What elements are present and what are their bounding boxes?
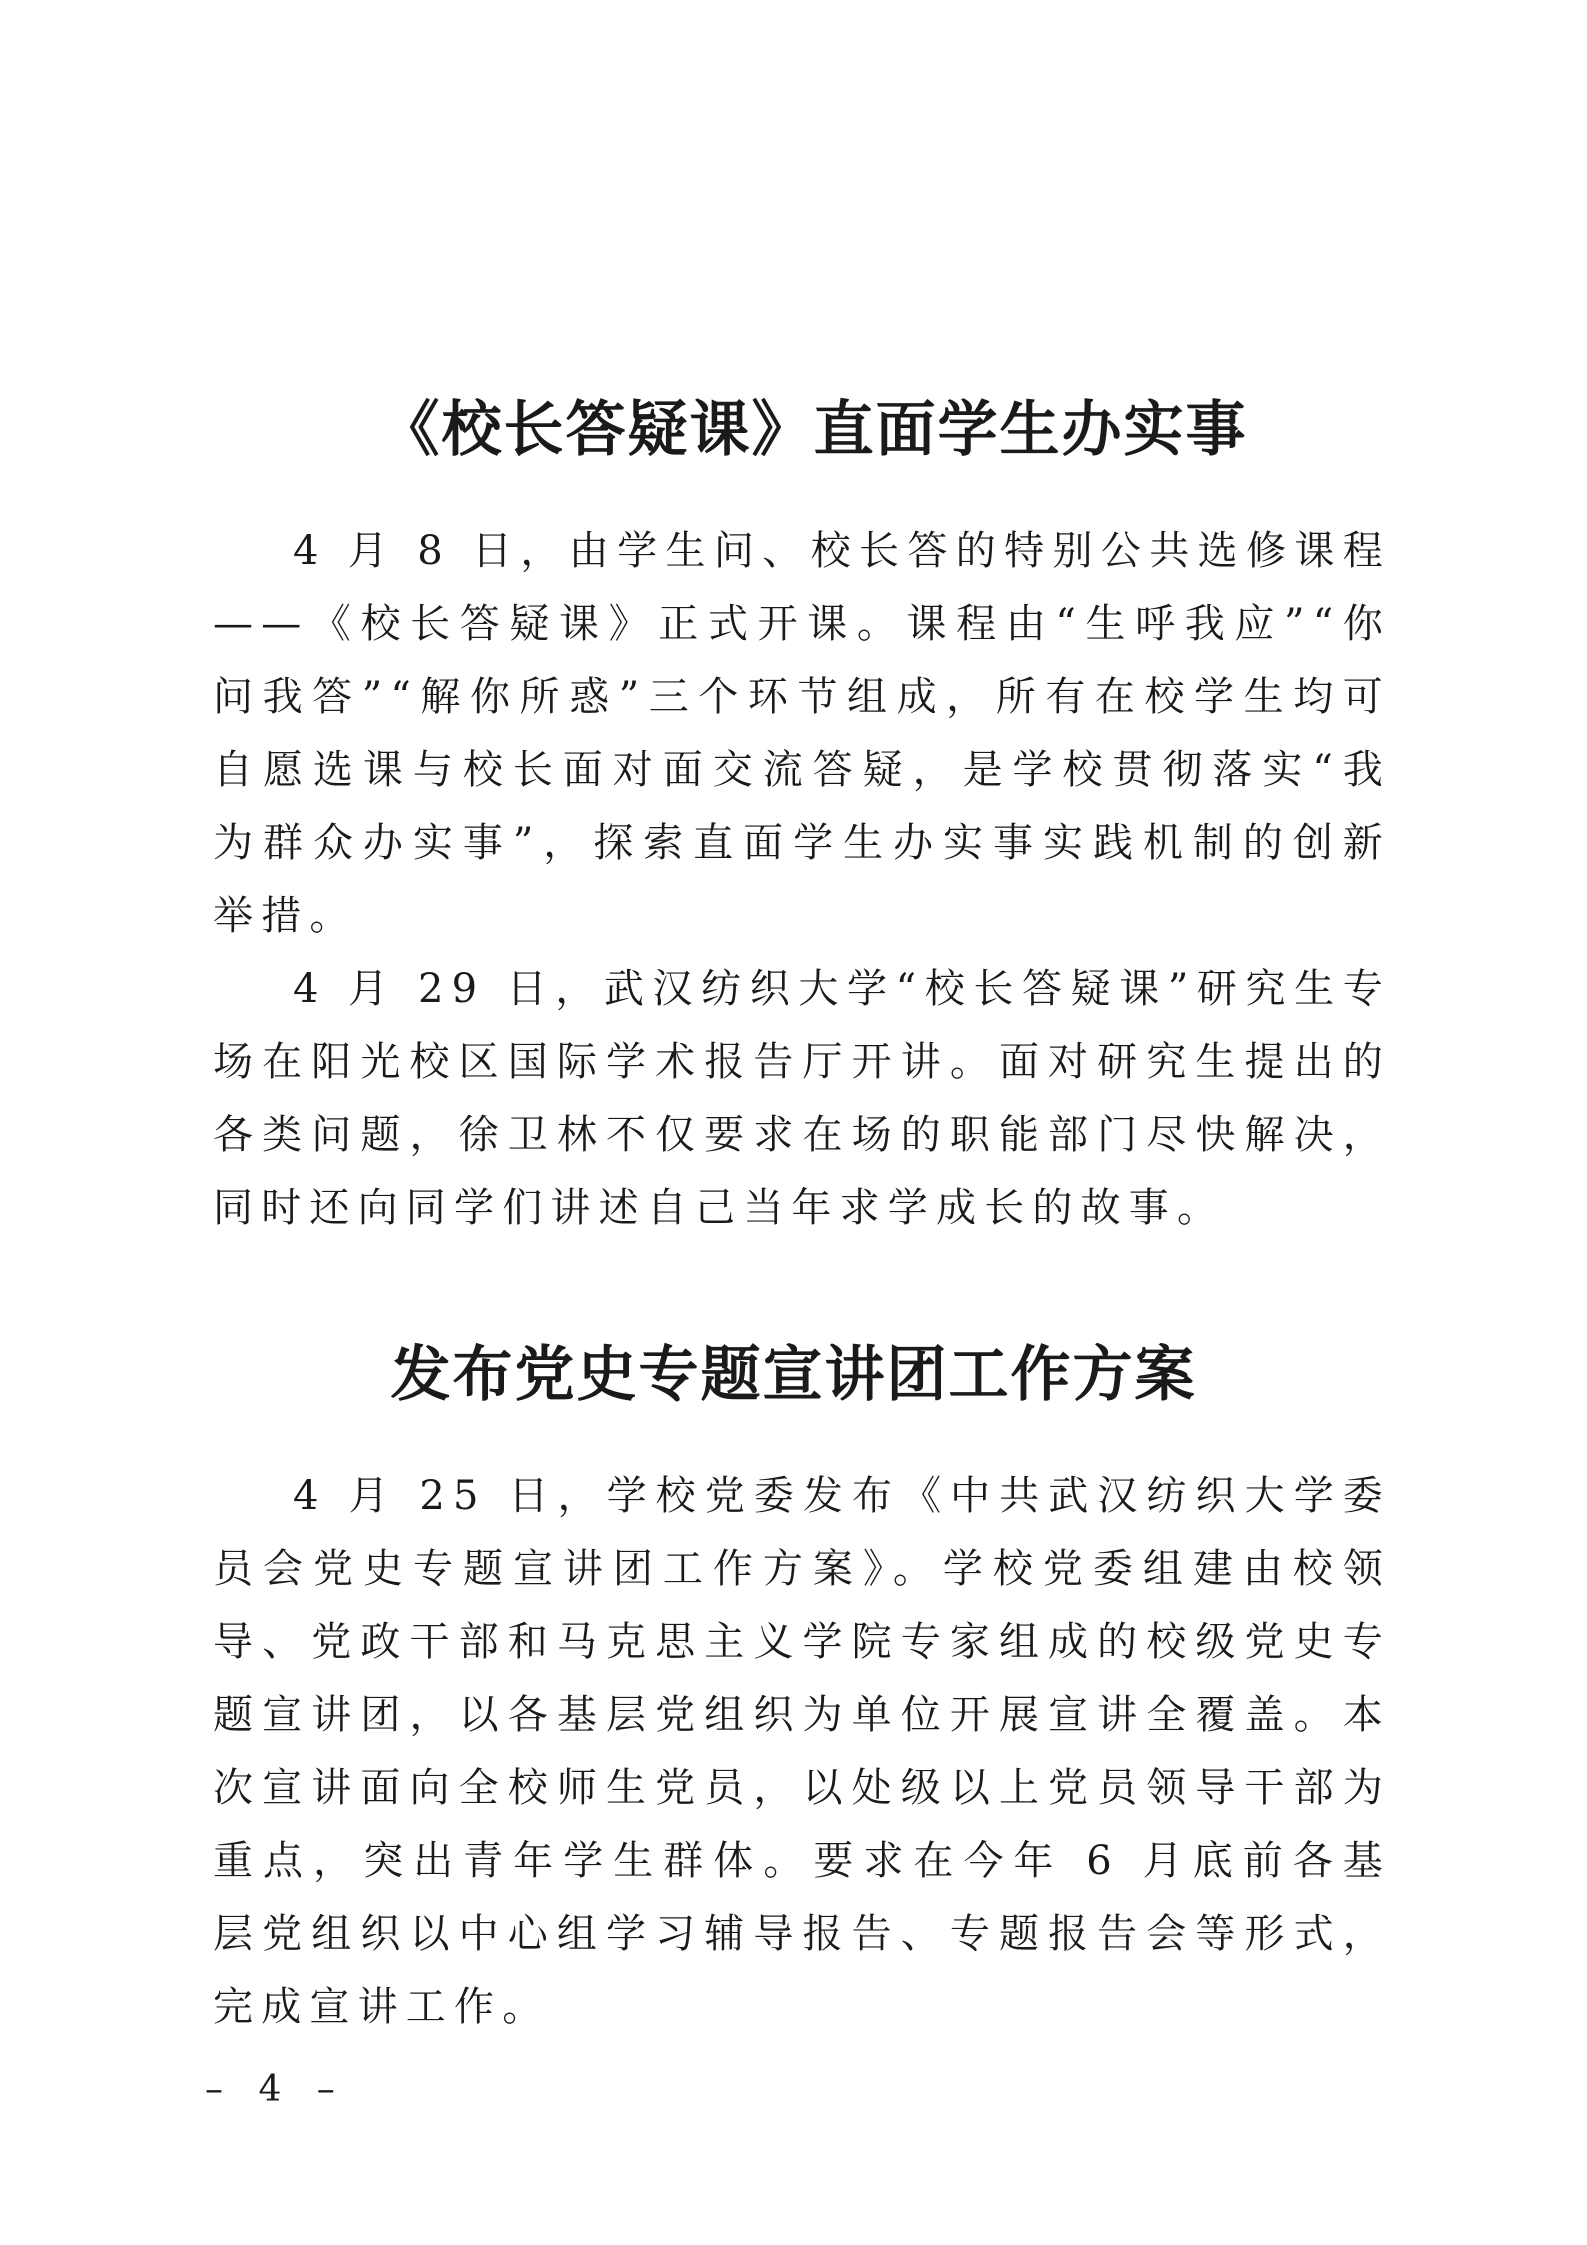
article-body: [213, 1460, 1391, 2044]
article-paragraph: 4 月 25 日，学校党委发布《中共武汉纺织大学委员会党史专题宣讲团工作方案》。学校党委组建由校领导、党政干部和马克思主义学院专家组成的校级党史专题宣讲团，以各基层党组织为单位开展宣讲全覆盖。本次宣讲面向全校师生党员，以处级以上党员领导干部为重点，突出青年学生群体。要求在今年 6 月底前各基层党组织以中心组学习辅导报告、专题报告会等形式，完成宣讲工作。: [213, 1473, 1391, 2030]
article-paragraph: 4 月 8 日，由学生问、校长答的特别公共选修课程——《校长答疑课》正式开课。课程由“生呼我应”“你问我答”“解你所惑”三个环节组成，所有在校学生均可自愿选课与校长面对面交流答疑，是学校贯彻落实“我为群众办实事”，探索直面学生办实事实践机制的创新举措。: [213, 528, 1391, 939]
article-paragraph: 4 月 29 日，武汉纺织大学“校长答疑课”研究生专场在阳光校区国际学术报告厅开讲。面对研究生提出的各类问题，徐卫林不仅要求在场的职能部门尽快解决，同时还向同学们讲述自己当年求学成长的故事。: [213, 966, 1391, 1231]
article-body: [213, 515, 1391, 1245]
article-title: 《校长答疑课》直面学生办实事: [379, 395, 1248, 465]
article-title: 发布党史专题宣讲团工作方案: [390, 1340, 1197, 1410]
page-number: – 4 –: [205, 2069, 347, 2110]
article-party-history-lecture-plan: [0, 1330, 1587, 2044]
article-principal-qa-course: [0, 385, 1587, 1245]
